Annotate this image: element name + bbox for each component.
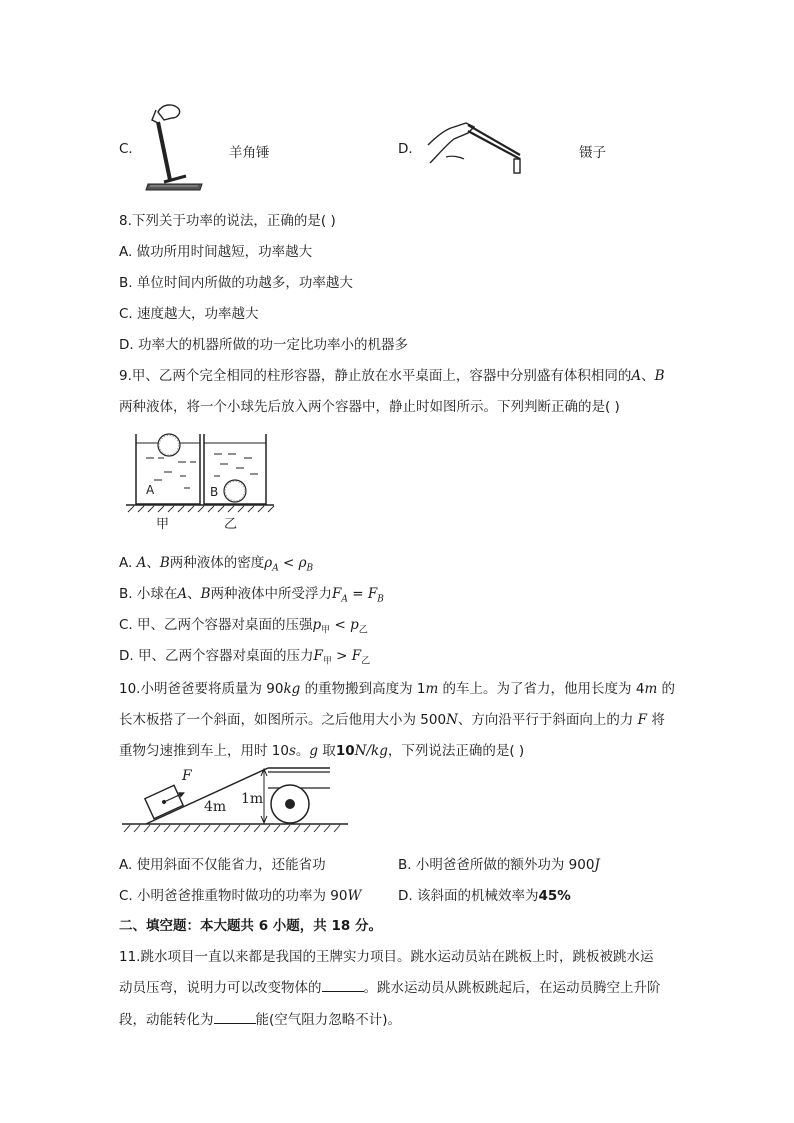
q10-option-b: B. 小明爸爸所做的额外功为 900J bbox=[398, 857, 600, 873]
q9-stem-line2: 两种液体，将一个小球先后放入两个容器中，静止时如图所示。下列判断正确的是( ) bbox=[119, 399, 620, 415]
q9-label-a: A bbox=[146, 483, 155, 497]
q10-option-c: C. 小明爸爸推重物时做功的功率为 90W bbox=[119, 888, 362, 904]
q8-option-d: D. 功率大的机器所做的功一定比功率小的机器多 bbox=[119, 337, 408, 353]
q11-blank-2[interactable] bbox=[214, 1011, 256, 1024]
q9-label-yi: 乙 bbox=[224, 517, 238, 532]
q9-label-jia: 甲 bbox=[156, 517, 170, 532]
q10-stem-line2: 长木板搭了一个斜面，如图所示。之后他用大小为 500N、方向沿平行于斜面向上的力 F 将 bbox=[119, 712, 665, 728]
q10-stem-line1: 10.小明爸爸要将质量为 90kg 的重物搬到高度为 1m 的车上。为了省力，他用长度为 4m 的 bbox=[119, 681, 676, 697]
section-2-heading: 二、填空题：本大题共 6 小题，共 18 分。 bbox=[119, 918, 382, 934]
q8-stem: 8.下列关于功率的说法，正确的是( ) bbox=[119, 213, 336, 229]
q11-line2: 动员压弯，说明力可以改变物体的 。跳水运动员从跳板跳起后，在运动员腾空上升阶 bbox=[119, 980, 661, 996]
q9-option-b: B. 小球在A、B两种液体中所受浮力$F_A = F_B$ bbox=[119, 586, 384, 605]
option-d-tool: 镊子 bbox=[579, 145, 606, 161]
q8-option-a: A. 做功所用时间越短，功率越大 bbox=[119, 244, 313, 260]
q9-option-d: D. 甲、乙两个容器对桌面的压力$F_甲 > F_乙$ bbox=[119, 648, 371, 667]
q11-line1: 11.跳水项目一直以来都是我国的王牌实力项目。跳水运动员站在跳板上时，跳板被跳水运 bbox=[119, 949, 654, 965]
q10-stem-line3: 重物匀速推到车上，用时 10s。g 取10N/kg，下列说法正确的是( ) bbox=[119, 743, 525, 759]
q10-incline-figure bbox=[118, 762, 350, 838]
q9-stem-line1: 9.甲、乙两个完全相同的柱形容器，静止放在水平桌面上，容器中分别盛有体积相同的A、B bbox=[119, 368, 665, 384]
option-c-tool: 羊角锤 bbox=[229, 145, 270, 161]
q10-height-label: 1m bbox=[241, 791, 264, 807]
q8-option-c: C. 速度越大，功率越大 bbox=[119, 306, 259, 322]
claw-hammer-icon bbox=[138, 100, 208, 195]
q10-option-d: D. 该斜面的机械效率为45% bbox=[398, 888, 571, 904]
option-d-letter: D. bbox=[398, 141, 413, 157]
q11-line3: 段，动能转化为 能(空气阻力忽略不计)。 bbox=[119, 1012, 402, 1028]
q9-option-a: A. A、B两种液体的密度$\rho_A < \rho_B$ bbox=[119, 555, 314, 574]
option-c-letter: C. bbox=[119, 141, 133, 157]
q11-blank-1[interactable] bbox=[322, 979, 364, 992]
q10-force-label: F bbox=[182, 768, 192, 784]
q9-label-b: B bbox=[210, 485, 219, 499]
q10-length-label: 4m bbox=[204, 799, 227, 815]
q9-option-c: C. 甲、乙两个容器对桌面的压强$p_甲 < p_乙$ bbox=[119, 617, 368, 636]
q8-option-b: B. 单位时间内所做的功越多，功率越大 bbox=[119, 275, 353, 291]
q10-option-a: A. 使用斜面不仅能省力，还能省功 bbox=[119, 857, 326, 873]
q9-containers-figure bbox=[124, 428, 276, 532]
tweezers-icon bbox=[424, 115, 529, 180]
